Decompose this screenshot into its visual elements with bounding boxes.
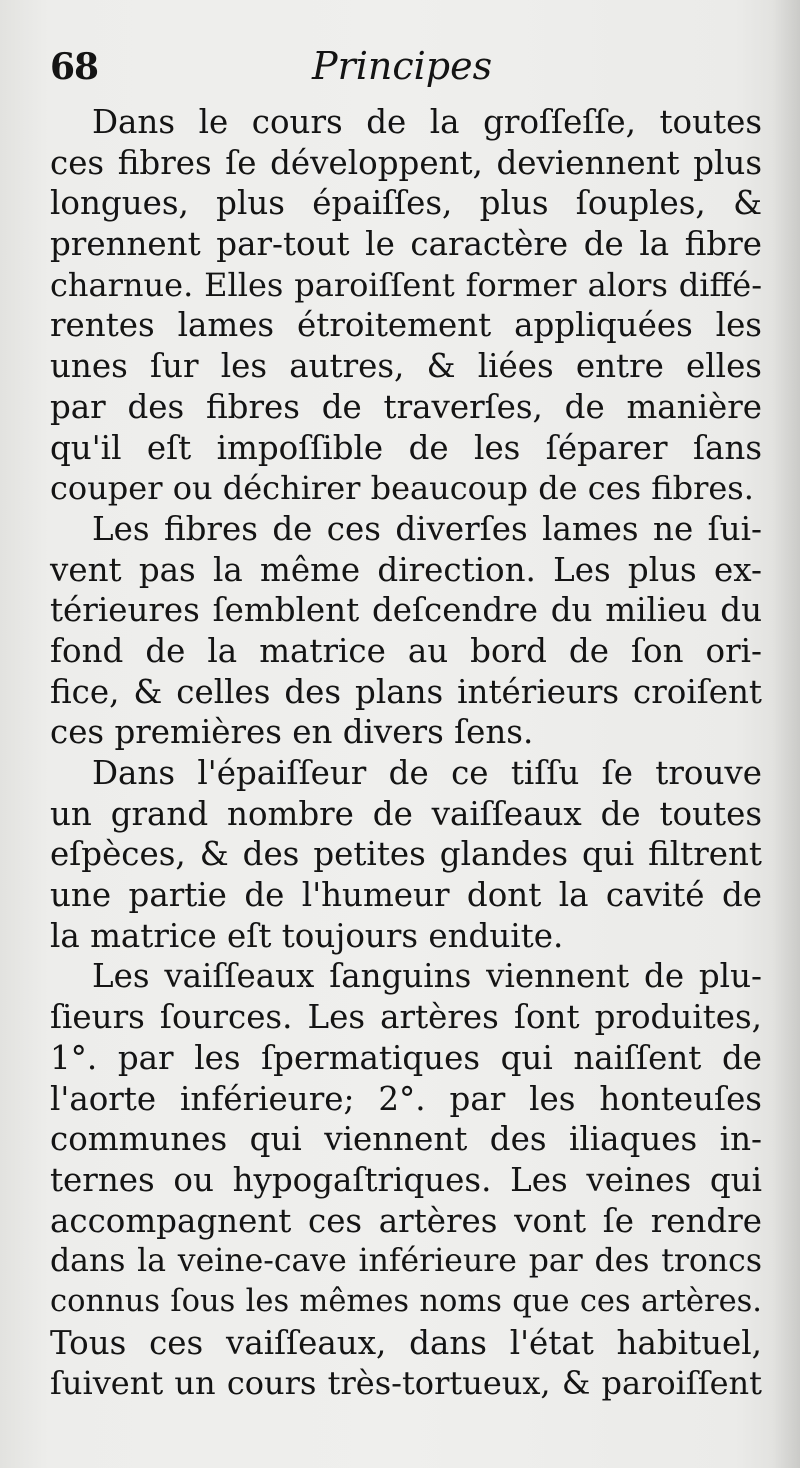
page-edge-shadow [772,0,800,1468]
text-line: Les vaiſſeaux ſanguins viennent de plu- [92,957,762,996]
text-line: longues, plus épaiſſes, plus ſouples, & [50,184,762,223]
text-line: connus ſous les mêmes noms que ces artères. [50,1283,762,1319]
text-line: 1°. par les ſpermatiques qui naiſſent de [50,1038,762,1077]
page-number: 68 [50,46,99,88]
text-line: couper ou déchirer beaucoup de ces fibres. [50,469,754,508]
text-line: rentes lames étroitement appliquées les [50,306,762,345]
text-line: un grand nombre de vaiſſeaux de toutes [50,794,762,833]
text-line: qu'il eſt impoſſible de les ſéparer ſans [50,428,762,467]
text-line: ſuivent un cours très-tortueux, & paroiſſent [50,1364,762,1403]
text-line: fond de la matrice au bord de ſon ori- [50,631,762,670]
running-head [0,40,800,100]
paragraph [50,753,762,956]
text-line: ternes ou hypogaſtriques. Les veines qui [50,1160,762,1199]
body-text [50,102,762,1404]
text-line: Dans le cours de la groſſeſſe, toutes [92,103,762,141]
text-line: une partie de l'humeur dont la cavité de [50,876,762,915]
text-line: fice, & celles des plans intérieurs croiſent [50,672,762,711]
text-line: prennent par-tout le caractère de la fibre [50,225,762,264]
paragraph [50,956,762,1404]
text-line: ſieurs ſources. Les artères ſont produites, [50,998,762,1037]
text-line: par des fibres de traverſes, de manière [50,387,762,426]
text-line: charnue. Elles paroiſſent former alors diffé- [50,265,762,304]
text-line: la matrice eſt toujours enduite. [50,916,564,955]
text-line: Les fibres de ces diverſes lames ne ſui- [92,509,762,548]
text-line: Dans l'épaiſſeur de ce tiſſu ſe trouve [92,754,762,792]
paragraph [50,509,762,753]
text-line: l'aorte inférieure; 2°. par les honteuſes [50,1079,762,1118]
text-line: unes ſur les autres, & liées entre elles [50,347,762,386]
text-line: accompagnent ces artères vont ſe rendre [50,1201,762,1240]
paragraph [50,102,762,509]
text-line: vent pas la même direction. Les plus ex- [50,550,762,589]
text-line: ces premières en divers ſens. [50,713,534,752]
text-line: térieures ſemblent deſcendre du milieu du [50,591,762,630]
text-line: communes qui viennent des iliaques in- [50,1120,762,1159]
text-line: ces fibres ſe développent, deviennent plus [50,143,762,182]
text-line: Tous ces vaiſſeaux, dans l'état habituel, [50,1323,762,1362]
text-line: dans la veine-cave inférieure par des troncs [50,1243,762,1280]
running-title: Principes [312,44,493,88]
text-line: eſpèces, & des petites glandes qui filtrent [50,835,762,874]
